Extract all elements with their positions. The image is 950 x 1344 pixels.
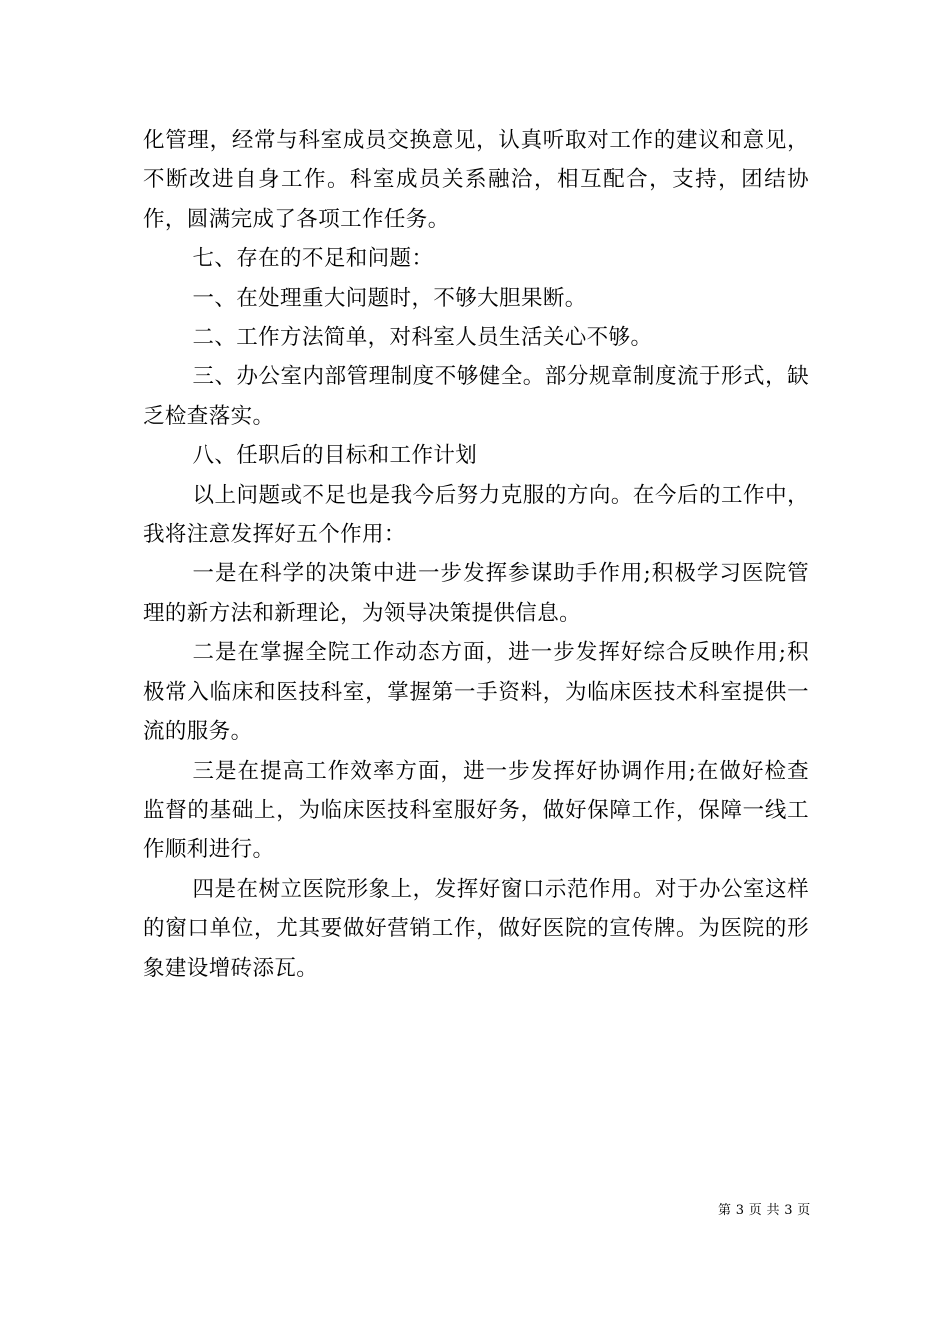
section-heading-goals: 八、任职后的目标和工作计划: [192, 443, 478, 469]
paragraph-role-2: 二是在掌握全院工作动态方面，进一步发挥好综合反映作用;积极常入临床和医技科室，掌握第一手资料，为临床医技术科室提供一流的服务。: [143, 640, 809, 745]
paragraph-continuation: 化管理，经常与科室成员交换意见，认真听取对工作的建议和意见，不断改进自身工作。科室成员关系融洽，相互配合，支持，团结协作，圆满完成了各项工作任务。: [143, 128, 809, 232]
paragraph-role-1: 一是在科学的决策中进一步发挥参谋助手作用;积极学习医院管理的新方法和新理论，为领导决策提供信息。: [143, 561, 809, 626]
list-item-shortcoming-1: 一、在处理重大问题时，不够大胆果断。: [192, 285, 587, 311]
paragraph-goals-intro: 以上问题或不足也是我今后努力克服的方向。在今后的工作中，我将注意发挥好五个作用：: [143, 482, 809, 548]
paragraph-role-4: 四是在树立医院形象上，发挥好窗口示范作用。对于办公室这样的窗口单位，尤其要做好营销工作，做好医院的宣传牌。为医院的形象建设增砖添瓦。: [143, 876, 809, 981]
page-number-footer: 第 3 页 共 3 页: [718, 1203, 811, 1218]
section-heading-shortcomings: 七、存在的不足和问题：: [192, 246, 434, 272]
list-item-shortcoming-2: 二、工作方法简单，对科室人员生活关心不够。: [192, 325, 653, 351]
document-body: [143, 121, 809, 988]
list-item-shortcoming-3: 三、办公室内部管理制度不够健全。部分规章制度流于形式，缺乏检查落实。: [143, 364, 809, 429]
paragraph-role-3: 三是在提高工作效率方面，进一步发挥好协调作用;在做好检查监督的基础上，为临床医技科室服好务，做好保障工作，保障一线工作顺利进行。: [143, 758, 809, 863]
